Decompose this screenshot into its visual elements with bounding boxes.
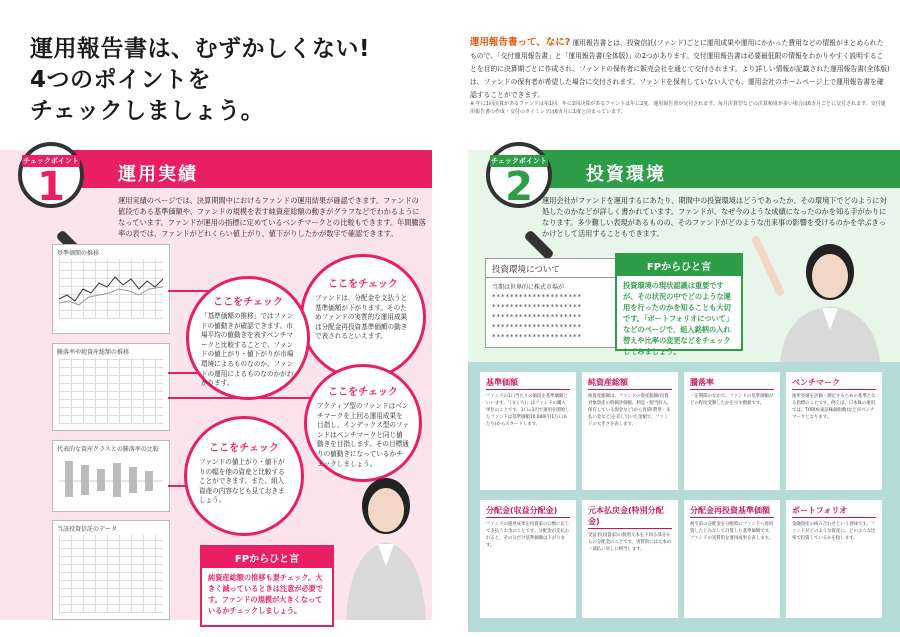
fp-advice-2 bbox=[615, 253, 743, 356]
doc-label: 騰落率や純資産総額の推移 bbox=[57, 349, 130, 356]
investment-env-doc bbox=[485, 258, 635, 348]
point2-badge: チェックポイント bbox=[491, 157, 547, 165]
glossary-term bbox=[786, 372, 882, 490]
env-doc-placeholder: ******************** bbox=[492, 333, 582, 341]
term-title: 分配金再投資基準価額 bbox=[690, 505, 774, 518]
doc-return-table bbox=[52, 343, 170, 431]
term-text: 金融資産の組み合わせという意味です。ファンドがどのような資産に、どのような比率で投資しているかを指します。 bbox=[792, 522, 876, 541]
term-title: 分配金(収益分配金) bbox=[486, 505, 570, 518]
term-title: 純資産総額 bbox=[588, 377, 672, 390]
callout-title: ここをチェック bbox=[213, 297, 283, 308]
callout-title: ここをチェック bbox=[328, 387, 398, 398]
callout-1 bbox=[300, 254, 426, 380]
callout-text: 「基準価額の推移」ではファンドの値動きが確認できます。市場平均の値動きを表すベンチマークと比較することで、ファンドの値上がり・値下がりが市場環境によるものなのか、ファンドの運用によるものなのかがわかります。 bbox=[201, 312, 294, 388]
env-doc-placeholder: ******************** bbox=[492, 293, 582, 301]
doc-label: 当該投資信託のデータ bbox=[57, 526, 118, 533]
point1-title: 運用実績 bbox=[118, 164, 198, 185]
fp-advice-text: 純資産総額の推移も要チェック。大きく減っているときは注意が必要です。ファンドの規模が大きくなっているかチェックしましょう。 bbox=[208, 573, 324, 615]
glossary-term bbox=[786, 500, 882, 618]
term-title: 基準価額 bbox=[486, 377, 570, 390]
glossary-term bbox=[480, 372, 576, 490]
point1-header bbox=[58, 150, 432, 188]
point1-badge: チェックポイント bbox=[23, 157, 79, 165]
term-title: ベンチマーク bbox=[792, 377, 876, 390]
page-headline bbox=[30, 34, 430, 127]
advisor-portrait bbox=[340, 470, 432, 620]
callout-text: ファンドは、分配金を支払うと基準価額が下がります。そのためファンドの実質的な運用成果は分配金再投資基準価額の動きで表されるといえます。 bbox=[315, 294, 408, 341]
point2-title: 投資環境 bbox=[586, 164, 666, 185]
price-chart-line bbox=[59, 259, 163, 319]
doc-asset-comparison bbox=[52, 440, 170, 512]
callout-3 bbox=[304, 364, 422, 482]
asset-comparison-chart bbox=[59, 455, 163, 507]
explanation-text: 運用報告書とは、投資信託(ファンド)ごとに運用成果や運用にかかった費用などの情報がまとめられたもので、「交付運用報告書」と「運用報告書(全体版)」の2つがあります。交付運用報告書は必要最低限の情報をわかりやすく説明することを目的に決算期ごとに作成され、ファンドの保有者に販売会社を通じて交付されます。より詳しい情報が記載された運用報告書(全体版)は、ファンドの保有者が希望した場合に交付されます。ファンドを保有していない人でも、運用会社のホームページ上で運用報告書を確認することができます。 bbox=[470, 39, 890, 99]
term-title: 元本払戻金(特別分配金) bbox=[588, 505, 672, 529]
point1-intro: 運用実績のページでは、決算期間中におけるファンドの運用結果が確認できます。ファンドの値段である基準価額や、ファンドの規模を表す純資産総額の動きがグラフなどでわかるようになっています。ファンドが運用の指標に定めているベンチマークとの比較もできます。年間騰落率の表では、ファンドがどれくらい値上がり、値下がりしたかが数字で確認できます。 bbox=[118, 196, 426, 238]
term-text: ファンドの1口当たりの値段を基準価額といいます。「口(くち)」はファンドの購入単位のことです。1口=1円で運用を開始したファンドは基準価額10,000円(1万口あたり)からスタートします。 bbox=[486, 394, 570, 427]
term-title: ポートフォリオ bbox=[792, 505, 876, 518]
glossary-term bbox=[684, 372, 780, 490]
point2-intro: 運用会社がファンドを運用するにあたり、期間中の投資環境はどうであったか、その環境下でどのように対処したのかなどが詳しく書かれています。ファンドが、なぜ今のような成績になったのかを知る手がかりになります。多少難しい表現があるものの、そのファンドがどのような出来事の影響を受けるのかを学ぶきっかけとして活用することもできます。 bbox=[542, 196, 887, 238]
term-text: 純資産総額は、ファンドの資産総額(投資対象資産の時価評価額、利息・配当収入、保有している現金など)から負債(費用・未払い金など)を差し引いた金額で、ファンドの大きさを表します。 bbox=[588, 394, 672, 427]
fund-data-grid bbox=[59, 535, 163, 613]
callout-title: ここをチェック bbox=[328, 279, 398, 290]
return-table-grid bbox=[59, 358, 163, 424]
env-doc-placeholder: ******************** bbox=[492, 313, 582, 321]
doc-label: 基準価額の推移 bbox=[57, 250, 100, 257]
env-doc-placeholder: ******************** bbox=[492, 323, 582, 331]
doc-fund-data bbox=[52, 520, 170, 620]
env-doc-placeholder: ******************** bbox=[492, 303, 582, 311]
callout-2 bbox=[186, 276, 310, 400]
term-text: 一定期間のなかで、ファンドの基準価額がどの程度変動したかを示す数値です。 bbox=[690, 394, 774, 406]
explanation bbox=[470, 36, 890, 102]
price-chart bbox=[59, 259, 163, 319]
term-text: ファンドの運用成果を投資家の口数に応じて支払うお金のことです。分配金が支払われると、その分だけ基準価額は下がります。 bbox=[486, 522, 570, 548]
point1-number: 1 bbox=[37, 164, 65, 210]
glossary-term bbox=[582, 500, 678, 618]
doc-price-history bbox=[52, 244, 170, 334]
right-page bbox=[450, 0, 900, 637]
callout-title: ここをチェック bbox=[209, 443, 279, 454]
env-doc-line: 当期は世界的に株式市場が bbox=[492, 284, 565, 291]
magnifier-icon bbox=[18, 142, 84, 208]
question-heading: 運用報告書って、なに? bbox=[470, 37, 571, 48]
fp-advice-text: 投資環境の現状認識は重要ですが、その状況の中でどのような運用を行ったのかを知ることも大切です。「ポートフォリオについて」などのページで、組入銘柄の入れ替えや比率の変更などをチェックしてみましょう。 bbox=[623, 281, 734, 356]
env-doc-title: 投資環境について bbox=[486, 259, 634, 278]
term-text: 受益者(投資家)の個別元本を下回る部分からの分配金のことです。実質的には元本の一部払い戻しに相当します。 bbox=[588, 533, 672, 552]
fp-advice-title: FPからひと言 bbox=[202, 547, 332, 568]
point2-number: 2 bbox=[505, 164, 533, 210]
headline-line-1: 運用報告書は、むずかしくない! bbox=[30, 36, 370, 62]
glossary-term bbox=[684, 500, 780, 618]
callout-4 bbox=[184, 416, 304, 536]
headline-line-2: 4つのポイントを bbox=[30, 67, 212, 93]
term-title: 騰落率 bbox=[690, 377, 774, 390]
point2-header bbox=[526, 150, 900, 188]
callout-text: ファンドの値上がり・値下がりの幅を他の資産と比較することができます。また、組入資産の内容なども見ておきましょう。 bbox=[199, 458, 285, 505]
term-text: 税引前の分配金を分配時にファンドへ再投資したとみなして計算した基準価額です。ファンドの実質的な運用成果を表します。 bbox=[690, 522, 774, 541]
footnote: ※ 年に1回決算があるファンドは年1回、年に2回決算があるファンドは年に2度、運用報告書が交付されます。毎月決算型などの決算頻度が多い場合は6カ月ごとに交付されます。交付運用報告書の作成・交付のタイミングは6カ月に1度と決まっています。 bbox=[470, 101, 886, 115]
headline-line-3: チェックしましょう。 bbox=[30, 98, 265, 124]
fp-advice-title: FPからひと言 bbox=[617, 255, 741, 276]
term-text: 運用実績を評価・測定するための基準となる指標のことです。例えば、日本株の運用では、TOPIX(東証株価指数)などがベンチマークとなります。 bbox=[792, 394, 876, 420]
advisor-portrait bbox=[750, 232, 890, 364]
callout-text: アクティブ型のファンドはベンチマークを上回る運用成果を目指し、インデックス型のファンドはベンチマークと同じ値動きを目指します。その目標通りの値動きになっているかチェックしましょう。 bbox=[317, 402, 409, 468]
glossary-term bbox=[480, 500, 576, 618]
doc-label: 代表的な資産クラスとの騰落率の比較 bbox=[57, 446, 159, 453]
fp-advice-1 bbox=[200, 545, 334, 627]
glossary-term bbox=[582, 372, 678, 490]
